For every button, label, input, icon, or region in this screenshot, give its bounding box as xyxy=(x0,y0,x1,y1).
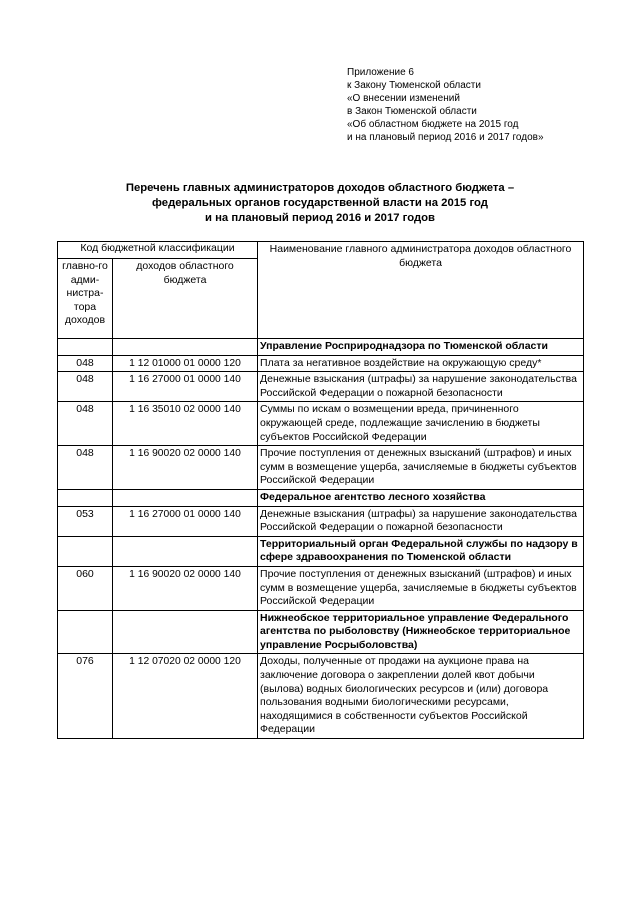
cell-admin-code: 053 xyxy=(58,506,113,536)
cell-admin-code: 048 xyxy=(58,402,113,446)
cell-revenue-code xyxy=(113,489,258,506)
cell-admin-code xyxy=(58,339,113,356)
cell-admin-code xyxy=(58,610,113,654)
table-row xyxy=(58,654,584,739)
cell-revenue-code: 1 16 90020 02 0000 140 xyxy=(113,566,258,610)
table-row xyxy=(58,566,584,610)
cell-admin-name: Суммы по искам о возмещении вреда, причиненного окружающей среде, подлежащие зачислению в бюджеты субъектов Российской Федерации xyxy=(258,402,584,446)
table-row xyxy=(58,446,584,490)
cell-admin-name: Прочие поступления от денежных взысканий (штрафов) и иных сумм в возмещение ущерба, зачисляемые в бюджеты субъектов Российской Федерации xyxy=(258,446,584,490)
cell-admin-name: Территориальный орган Федеральной службы по надзору в сфере здравоохранения по Тюменской области xyxy=(258,536,584,566)
cell-revenue-code: 1 16 90020 02 0000 140 xyxy=(113,446,258,490)
title-line: федеральных органов государственной власти на 2015 год xyxy=(152,197,488,209)
header-chief-admin: главно-го адми-нистра-тора доходов xyxy=(58,259,113,339)
header-row xyxy=(58,242,584,259)
header-revenue: доходов областного бюджета xyxy=(113,259,258,339)
table-row xyxy=(58,402,584,446)
cell-revenue-code xyxy=(113,339,258,356)
cell-admin-name: Плата за негативное воздействие на окружающую среду* xyxy=(258,355,584,372)
cell-admin-name: Прочие поступления от денежных взысканий (штрафов) и иных сумм в возмещение ущерба, зачисляемые в бюджеты субъектов Российской Федерации xyxy=(258,566,584,610)
header-budget-code: Код бюджетной классификации xyxy=(58,242,258,259)
table-row xyxy=(58,355,584,372)
cell-admin-code xyxy=(58,489,113,506)
title-line: и на плановый период 2016 и 2017 годов xyxy=(205,212,435,224)
cell-revenue-code xyxy=(113,610,258,654)
administrators-table xyxy=(57,241,584,739)
cell-admin-name: Денежные взыскания (штрафы) за нарушение законодательства Российской Федерации о пожарной безопасности xyxy=(258,372,584,402)
appendix-line: «Об областном бюджете на 2015 год xyxy=(347,119,519,130)
cell-admin-name: Нижнеобское территориальное управление Федерального агентства по рыболовству (Нижнеобское территориальное управление Росрыболовства) xyxy=(258,610,584,654)
cell-admin-code: 048 xyxy=(58,355,113,372)
cell-admin-code: 048 xyxy=(58,372,113,402)
cell-revenue-code: 1 12 01000 01 0000 120 xyxy=(113,355,258,372)
cell-admin-name: Федеральное агентство лесного хозяйства xyxy=(258,489,584,506)
cell-revenue-code xyxy=(113,536,258,566)
cell-admin-name: Доходы, полученные от продажи на аукционе права на заключение договора о закреплении долей квот добычи (вылова) водных биологических ресурсов и (или) договора пользования водными биологическими ресурсами, находящимися в собственности субъектов Российской Федерации xyxy=(258,654,584,739)
cell-admin-code xyxy=(58,536,113,566)
table-group-row xyxy=(58,339,584,356)
cell-revenue-code: 1 16 27000 01 0000 140 xyxy=(113,372,258,402)
document-title xyxy=(60,181,580,226)
cell-admin-name: Управление Росприроднадзора по Тюменской области xyxy=(258,339,584,356)
appendix-line: в Закон Тюменской области xyxy=(347,106,477,117)
table-row xyxy=(58,372,584,402)
title-line: Перечень главных администраторов доходов областного бюджета – xyxy=(125,182,515,194)
cell-revenue-code: 1 16 35010 02 0000 140 xyxy=(113,402,258,446)
table-group-row xyxy=(58,536,584,566)
cell-admin-code: 048 xyxy=(58,446,113,490)
cell-revenue-code: 1 16 27000 01 0000 140 xyxy=(113,506,258,536)
cell-admin-code: 076 xyxy=(58,654,113,739)
cell-revenue-code: 1 12 07020 02 0000 120 xyxy=(113,654,258,739)
table-row xyxy=(58,506,584,536)
cell-admin-name: Денежные взыскания (штрафы) за нарушение законодательства Российской Федерации о пожарной безопасности xyxy=(258,506,584,536)
appendix-line: Приложение 6 xyxy=(347,67,414,78)
table-group-row xyxy=(58,489,584,506)
appendix-block xyxy=(347,66,544,144)
appendix-line: «О внесении изменений xyxy=(347,93,460,104)
appendix-line: к Закону Тюменской области xyxy=(347,80,481,91)
cell-admin-code: 060 xyxy=(58,566,113,610)
table-group-row xyxy=(58,610,584,654)
header-admin-name: Наименование главного администратора доходов областного бюджета xyxy=(258,242,584,339)
appendix-line: и на плановый период 2016 и 2017 годов» xyxy=(347,132,544,143)
